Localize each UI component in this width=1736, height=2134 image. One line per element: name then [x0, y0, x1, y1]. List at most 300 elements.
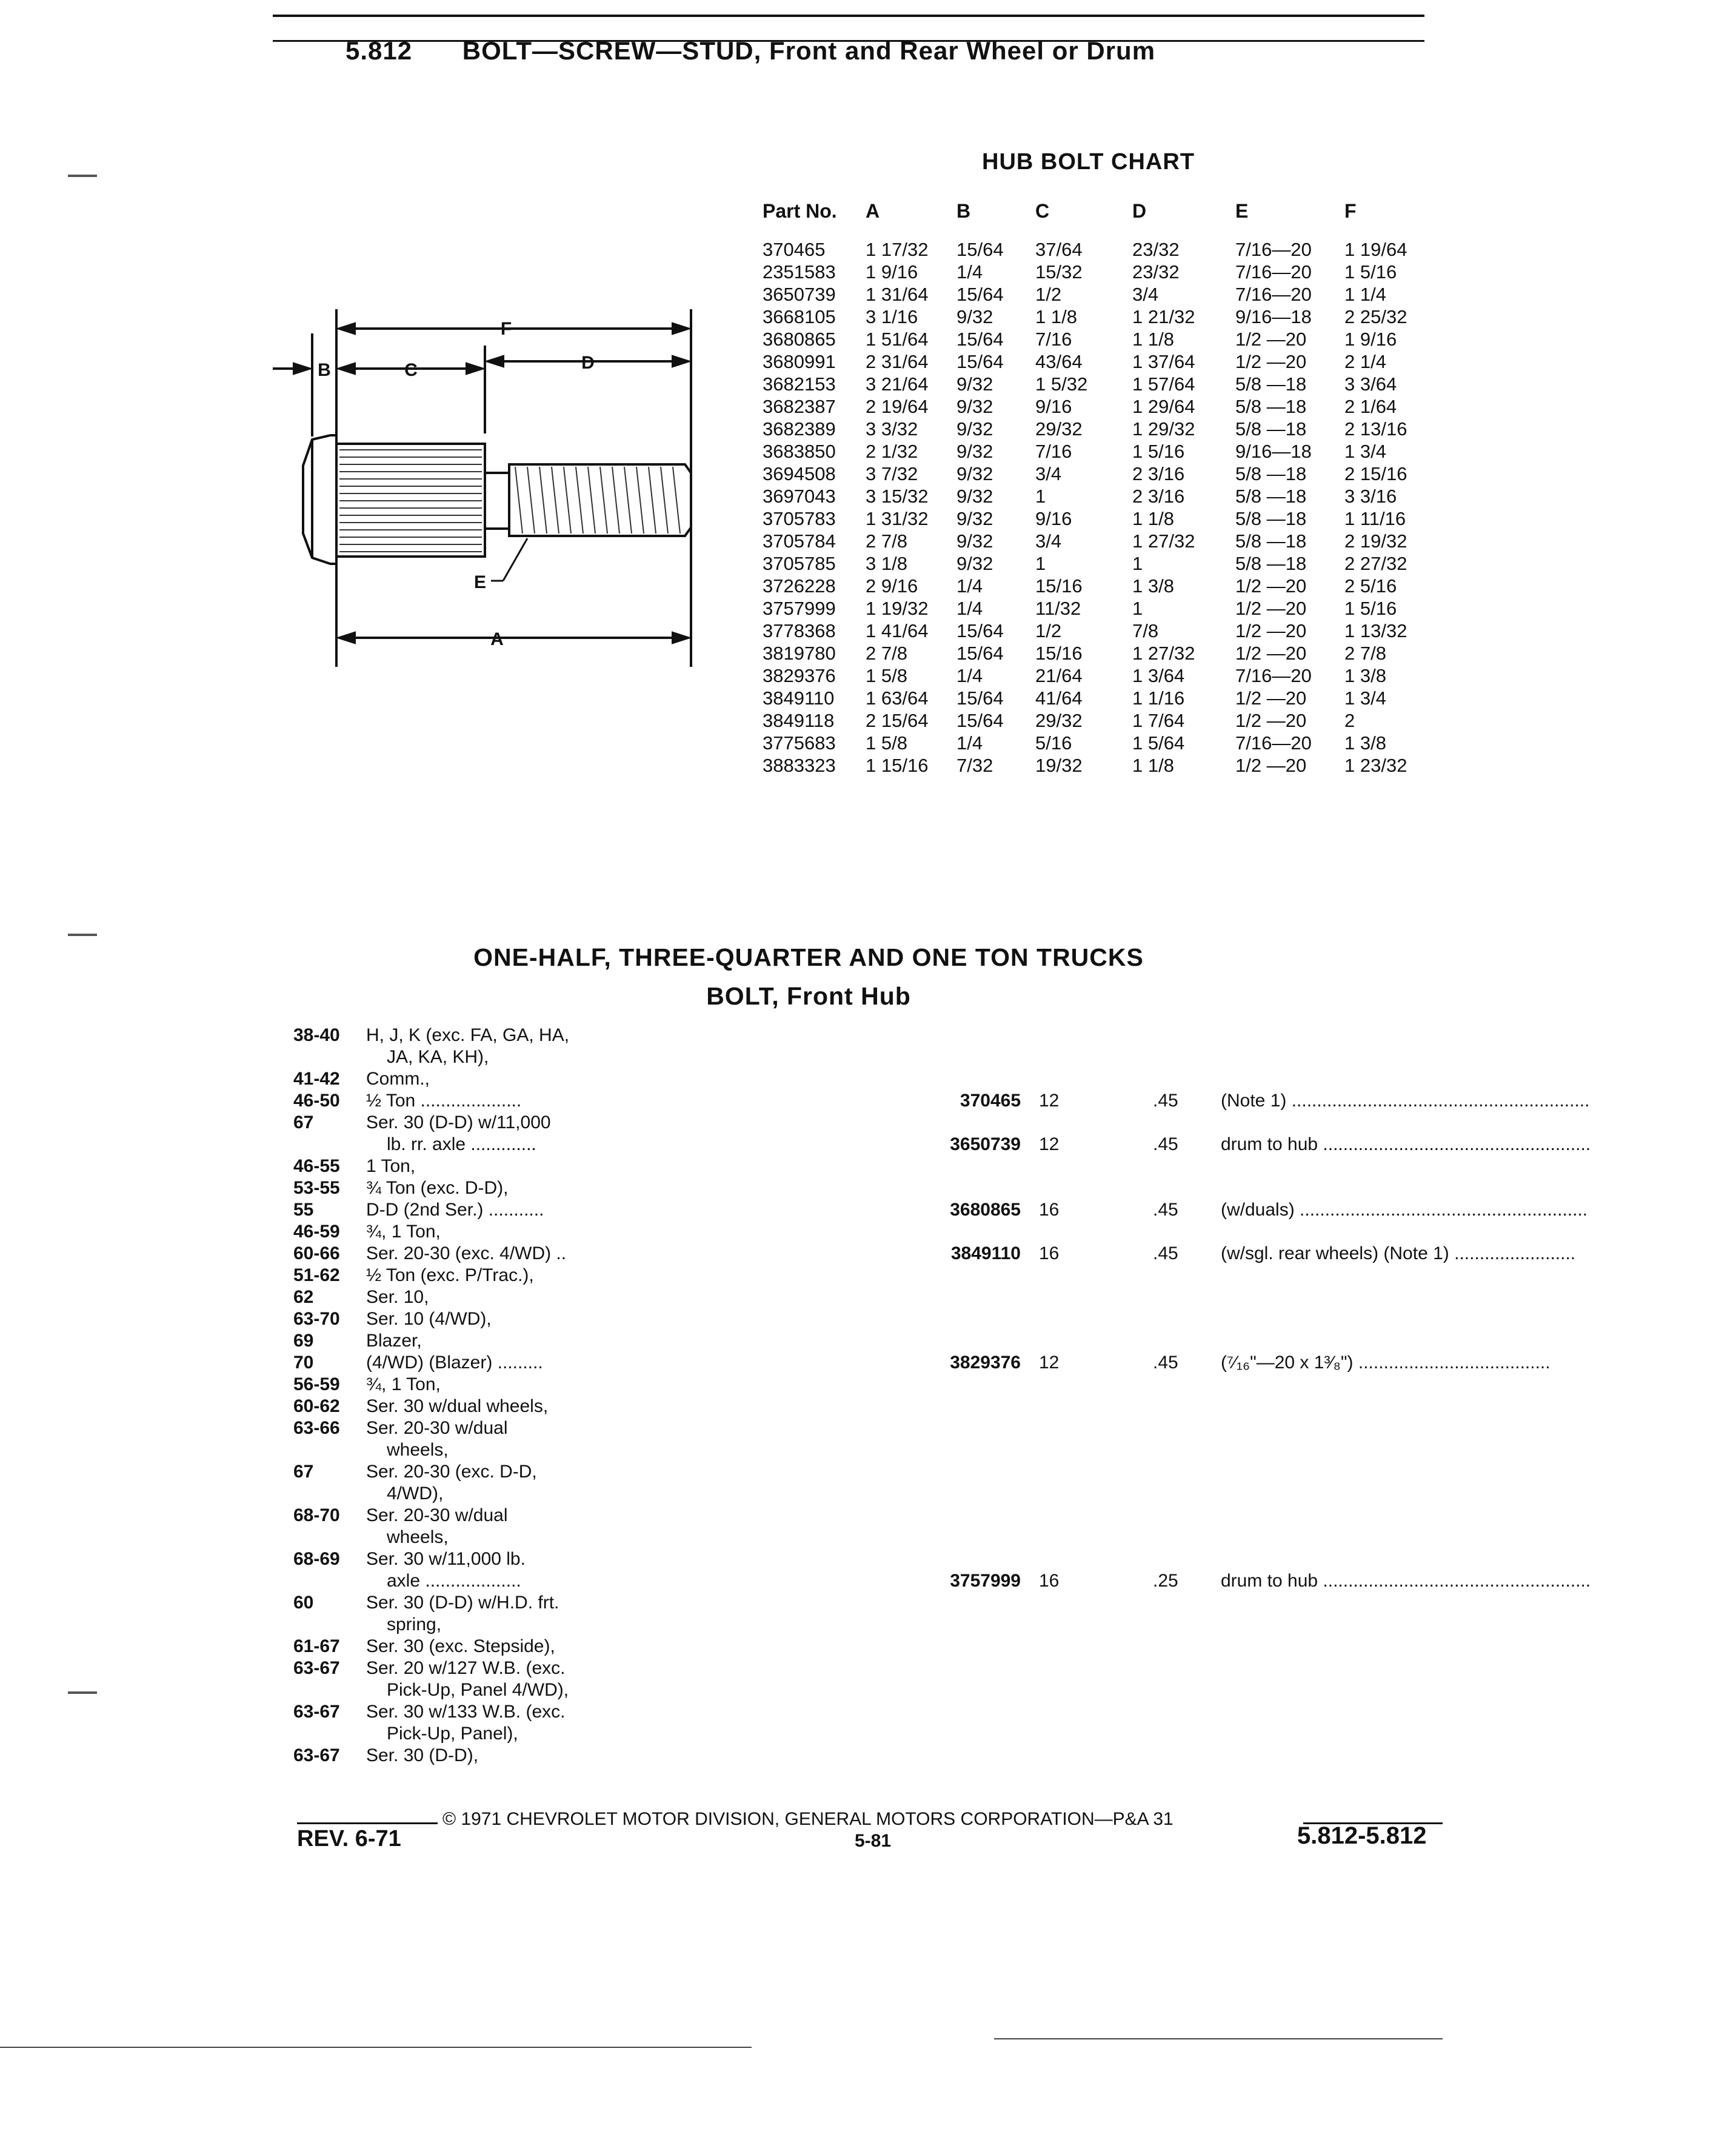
part-note: (Note 1) ........................................................... [1221, 1091, 1590, 1111]
table-cell: 1 17/32 [866, 239, 929, 260]
table-cell: 1 23/32 [1344, 755, 1407, 776]
column-header: Part No. [763, 200, 837, 222]
table-cell: 9/16—18 [1235, 306, 1312, 327]
table-cell: 1 5/64 [1132, 732, 1185, 754]
table-cell: 1 27/32 [1132, 530, 1195, 552]
table-cell: 7/16—20 [1235, 665, 1312, 686]
table-cell: 9/16 [1035, 396, 1072, 417]
application-description: Ser. 30 w/dual wheels, [366, 1396, 549, 1416]
application-description: lb. rr. axle ............. [387, 1134, 536, 1154]
table-cell: 3683850 [763, 441, 836, 462]
list-item [293, 1657, 1445, 1679]
list-item [293, 1374, 1445, 1396]
quantity: 12 [1039, 1353, 1060, 1373]
table-cell: 3680865 [763, 329, 836, 350]
table-row [763, 238, 1441, 261]
table-cell: 1 3/8 [1344, 732, 1386, 754]
table-cell: 3819780 [763, 643, 836, 664]
bottom-rule-left [0, 2047, 752, 2048]
model-years: 63-67 [293, 1745, 340, 1765]
table-cell: 3682153 [763, 373, 836, 395]
table-cell: 1/4 [956, 732, 983, 754]
model-years: 46-55 [293, 1156, 340, 1176]
table-cell: 7/16—20 [1235, 732, 1312, 754]
table-cell: 41/64 [1035, 687, 1083, 709]
table-cell: 3775683 [763, 732, 836, 754]
table-row [763, 418, 1441, 440]
table-cell: 1 3/4 [1344, 687, 1386, 709]
table-cell: 1 1/4 [1344, 284, 1386, 305]
table-cell: 3705783 [763, 508, 836, 529]
quantity: 16 [1039, 1243, 1060, 1263]
table-cell: 2 15/64 [866, 710, 929, 731]
price: .45 [1153, 1243, 1178, 1263]
table-cell: 1/4 [956, 575, 983, 597]
list-item [293, 1286, 1445, 1308]
table-cell: 1 63/64 [866, 687, 929, 709]
table-cell: 1/2 —20 [1235, 575, 1307, 597]
table-row [763, 620, 1441, 642]
application-description: Pick-Up, Panel), [387, 1724, 518, 1744]
table-cell: 5/8 —18 [1235, 553, 1307, 574]
list-item [293, 1483, 1445, 1505]
section-number: 5.812 [346, 36, 413, 65]
application-description: Ser. 30 w/11,000 lb. [366, 1549, 526, 1569]
table-cell: 15/16 [1035, 643, 1083, 664]
application-description: JA, KA, KH), [387, 1047, 489, 1067]
table-cell: 1/2 —20 [1235, 329, 1307, 350]
table-row [763, 687, 1441, 709]
table-row [763, 642, 1441, 664]
table-cell: 3829376 [763, 665, 836, 686]
table-row [763, 575, 1441, 597]
table-cell: 1/2 —20 [1235, 687, 1307, 709]
table-cell: 1 31/32 [866, 508, 929, 529]
table-cell: 9/32 [956, 530, 993, 552]
application-description: Comm., [366, 1069, 430, 1089]
table-cell: 5/8 —18 [1235, 418, 1307, 440]
table-cell: 1/2 —20 [1235, 710, 1307, 731]
table-cell: 1 3/64 [1132, 665, 1185, 686]
section-range: 5.812-5.812 [1297, 1822, 1427, 1849]
table-cell: 9/32 [956, 463, 993, 484]
column-header: C [1035, 200, 1050, 222]
table-cell: 7/16 [1035, 441, 1072, 462]
table-cell: 1 5/8 [866, 732, 907, 754]
model-years: 46-59 [293, 1222, 340, 1242]
table-cell: 3/4 [1132, 284, 1159, 305]
table-cell: 15/64 [956, 620, 1004, 641]
table-cell: 1 1/8 [1035, 306, 1077, 327]
list-item [293, 1548, 1445, 1570]
list-item [293, 1679, 1445, 1701]
table-cell: 1 9/16 [1344, 329, 1397, 350]
list-item [293, 1745, 1445, 1767]
price: .25 [1153, 1571, 1178, 1591]
table-cell: 3849118 [763, 710, 835, 731]
list-item [293, 1636, 1445, 1657]
table-cell: 1/2 [1035, 620, 1062, 641]
table-cell: 1 13/32 [1344, 620, 1407, 641]
part-number: 3757999 [950, 1571, 1021, 1591]
table-cell: 1 3/4 [1344, 441, 1386, 462]
application-description: Ser. 20-30 w/dual [366, 1505, 508, 1525]
application-description: Ser. 20-30 (exc. 4/WD) .. [366, 1243, 567, 1263]
part-number: 3849110 [950, 1243, 1021, 1263]
table-cell: 3 3/64 [1344, 373, 1397, 395]
column-header: B [956, 200, 971, 222]
table-cell: 19/32 [1035, 755, 1083, 776]
model-years: 60 [293, 1593, 314, 1613]
table-cell: 3/4 [1035, 463, 1062, 484]
table-cell: 5/8 —18 [1235, 486, 1307, 507]
application-description: ¾, 1 Ton, [366, 1374, 441, 1394]
table-cell: 1 [1132, 553, 1143, 574]
table-cell: 2 15/16 [1344, 463, 1407, 484]
bottom-rule-right [994, 2038, 1443, 2039]
table-cell: 1/2 —20 [1235, 598, 1307, 619]
table-row [763, 485, 1441, 507]
model-years: 63-66 [293, 1418, 340, 1438]
table-cell: 21/64 [1035, 665, 1083, 686]
table-row [763, 732, 1441, 754]
table-row [763, 552, 1441, 575]
table-cell: 1 7/64 [1132, 710, 1185, 731]
table-cell: 1 5/16 [1132, 441, 1185, 462]
revision: REV. 6-71 [297, 1826, 401, 1851]
list-item [293, 1570, 1591, 1592]
table-cell: 5/8 —18 [1235, 396, 1307, 417]
dimension-label-b: B [318, 360, 331, 380]
dimension-label-d: D [581, 353, 595, 373]
table-cell: 37/64 [1035, 239, 1083, 260]
application-description: Blazer, [366, 1331, 422, 1351]
table-cell: 9/32 [956, 553, 993, 574]
page-title [346, 36, 1155, 65]
table-row [763, 709, 1441, 732]
application-description: Ser. 10 (4/WD), [366, 1309, 492, 1329]
table-cell: 1/2 —20 [1235, 643, 1307, 664]
table-cell: 1 [1035, 553, 1046, 574]
part-note: (w/duals) ......................................................... [1221, 1200, 1588, 1220]
table-row [763, 261, 1441, 283]
table-cell: 29/32 [1035, 710, 1083, 731]
application-description: D-D (2nd Ser.) ........... [366, 1200, 544, 1220]
quantity: 16 [1039, 1200, 1060, 1220]
part-note: drum to hub ..................................................... [1221, 1134, 1591, 1154]
table-cell: 3849110 [763, 687, 835, 709]
table-cell: 1 57/64 [1132, 373, 1195, 395]
table-cell: 15/16 [1035, 575, 1083, 597]
table-cell: 2351583 [763, 261, 836, 283]
section-heading: ONE-HALF, THREE-QUARTER AND ONE TON TRUCKS [473, 943, 1144, 971]
application-description: Pick-Up, Panel 4/WD), [387, 1680, 569, 1700]
column-header: E [1235, 200, 1249, 222]
table-row [763, 440, 1441, 463]
table-cell: 9/16—18 [1235, 441, 1312, 462]
table-cell: 15/64 [956, 329, 1004, 350]
model-years: 69 [293, 1331, 314, 1351]
application-description: Ser. 30 (exc. Stepside), [366, 1636, 555, 1656]
table-cell: 2 1/4 [1344, 351, 1386, 372]
table-cell: 1 29/64 [1132, 396, 1195, 417]
part-number: 3650739 [950, 1134, 1021, 1154]
table-cell: 1 19/32 [866, 598, 929, 619]
model-years: 51-62 [293, 1265, 340, 1285]
table-row [763, 507, 1441, 530]
application-description: Ser. 10, [366, 1287, 429, 1307]
table-cell: 7/16 [1035, 329, 1072, 350]
list-item [293, 1068, 1445, 1090]
table-row [763, 283, 1441, 306]
table-cell: 3705784 [763, 530, 836, 552]
price: .45 [1153, 1134, 1178, 1154]
application-description: Ser. 30 (D-D) w/11,000 [366, 1112, 551, 1132]
application-description: Ser. 30 (D-D), [366, 1745, 479, 1765]
part-number: 3680865 [950, 1200, 1021, 1220]
list-item [293, 1177, 1445, 1199]
model-years: 67 [293, 1112, 314, 1132]
table-cell: 9/32 [956, 508, 993, 529]
table-cell: 1 1/8 [1132, 329, 1174, 350]
application-description: H, J, K (exc. FA, GA, HA, [366, 1025, 570, 1045]
model-years: 41-42 [293, 1069, 340, 1089]
price: .45 [1153, 1200, 1178, 1220]
margin-mark [68, 1691, 97, 1694]
list-item [293, 1243, 1576, 1265]
model-years: 63-70 [293, 1309, 340, 1329]
table-cell: 2 3/16 [1132, 463, 1185, 484]
table-cell: 43/64 [1035, 351, 1083, 372]
table-cell: 3 7/32 [866, 463, 918, 484]
table-cell: 7/32 [956, 755, 993, 776]
table-cell: 1/2 [1035, 284, 1062, 305]
table-cell: 3697043 [763, 486, 836, 507]
table-cell: 2 13/16 [1344, 418, 1407, 440]
table-cell: 1 3/8 [1132, 575, 1174, 597]
application-description: ¾, 1 Ton, [366, 1222, 441, 1242]
table-row [763, 328, 1441, 350]
table-cell: 3 3/16 [1344, 486, 1397, 507]
table-cell: 1 5/32 [1035, 373, 1088, 395]
list-item [293, 1156, 1445, 1177]
table-cell: 9/32 [956, 373, 993, 395]
chart-title: HUB BOLT CHART [982, 149, 1195, 175]
quantity: 16 [1039, 1571, 1060, 1591]
table-cell: 1 27/32 [1132, 643, 1195, 664]
quantity: 12 [1039, 1134, 1060, 1154]
table-cell: 29/32 [1035, 418, 1083, 440]
application-description: ½ Ton (exc. P/Trac.), [366, 1265, 534, 1285]
application-description: 1 Ton, [366, 1156, 416, 1176]
table-cell: 1 9/16 [866, 261, 918, 283]
price: .45 [1153, 1353, 1178, 1373]
table-cell: 1/4 [956, 261, 983, 283]
table-cell: 1/2 —20 [1235, 351, 1307, 372]
table-cell: 11/32 [1035, 598, 1081, 619]
table-cell: 1/4 [956, 665, 983, 686]
table-cell: 1 19/64 [1344, 239, 1407, 260]
list-item [293, 1461, 1445, 1483]
model-years: 56-59 [293, 1374, 340, 1394]
table-cell: 2 1/32 [866, 441, 918, 462]
table-cell: 1 31/64 [866, 284, 929, 305]
copyright: © 1971 CHEVROLET MOTOR DIVISION, GENERAL MOTORS CORPORATION—P&A 31 [442, 1809, 1173, 1829]
table-cell: 3650739 [763, 284, 836, 305]
price: .45 [1153, 1091, 1178, 1111]
table-cell: 3726228 [763, 575, 836, 597]
column-header: F [1344, 200, 1357, 222]
table-cell: 1 41/64 [866, 620, 929, 641]
table-cell: 3883323 [763, 755, 836, 776]
table-cell: 2 25/32 [1344, 306, 1407, 327]
part-number: 3829376 [950, 1353, 1021, 1373]
table-cell: 3705785 [763, 553, 836, 574]
table-cell: 3682389 [763, 418, 836, 440]
section-title: BOLT—SCREW—STUD, Front and Rear Wheel or Drum [462, 36, 1156, 65]
table-cell: 1/2 —20 [1235, 620, 1307, 641]
part-number: 370465 [960, 1091, 1021, 1111]
model-years: 70 [293, 1353, 314, 1373]
table-cell: 7/16—20 [1235, 261, 1312, 283]
application-description: wheels, [387, 1440, 449, 1460]
top-rule [273, 15, 1424, 17]
table-cell: 2 19/32 [1344, 530, 1407, 552]
dimension-label-e: E [473, 572, 487, 592]
table-cell: 1 11/16 [1344, 508, 1406, 529]
table-cell: 5/8 —18 [1235, 373, 1307, 395]
table-cell: 1 1/8 [1132, 508, 1174, 529]
list-item [293, 1025, 1445, 1046]
footer-rule-left [297, 1822, 438, 1824]
table-row [763, 306, 1441, 328]
table-row [763, 597, 1441, 620]
model-years: 53-55 [293, 1178, 340, 1198]
table-cell: 15/64 [956, 351, 1004, 372]
table-cell: 1 37/64 [1132, 351, 1195, 372]
table-cell: 3778368 [763, 620, 836, 641]
table-cell: 23/32 [1132, 239, 1180, 260]
table-cell: 15/64 [956, 643, 1004, 664]
table-cell: 3 1/8 [866, 553, 907, 574]
dimension-label-c: C [404, 360, 418, 380]
table-cell: 15/64 [956, 284, 1004, 305]
list-item [293, 1701, 1445, 1723]
model-years: 62 [293, 1287, 314, 1307]
table-cell: 2 7/8 [1344, 643, 1386, 664]
table-cell: 1/4 [956, 598, 983, 619]
table-cell: 3694508 [763, 463, 836, 484]
table-cell: 1 1/16 [1132, 687, 1185, 709]
application-description: Ser. 30 (D-D) w/H.D. frt. [366, 1593, 559, 1613]
table-cell: 3 3/32 [866, 418, 918, 440]
table-cell: 9/32 [956, 441, 993, 462]
table-cell: 3682387 [763, 396, 836, 417]
model-years: 60-62 [293, 1396, 340, 1416]
table-row [763, 395, 1441, 418]
table-cell: 5/8 —18 [1235, 530, 1307, 552]
table-cell: 1 51/64 [866, 329, 929, 350]
table-cell: 3/4 [1035, 530, 1062, 552]
table-cell: 2 3/16 [1132, 486, 1185, 507]
table-cell: 15/64 [956, 687, 1004, 709]
table-cell: 9/16 [1035, 508, 1072, 529]
table-cell: 5/16 [1035, 732, 1072, 754]
model-years: 61-67 [293, 1636, 340, 1656]
model-years: 68-70 [293, 1505, 340, 1525]
dimension-label-a: A [490, 629, 504, 649]
application-description: ¾ Ton (exc. D-D), [366, 1178, 509, 1198]
table-row [763, 350, 1441, 373]
table-cell: 1 21/32 [1132, 306, 1195, 327]
part-note: (⁷⁄₁₆"—20 x 1³⁄₈") ...................................... [1221, 1353, 1551, 1373]
table-cell: 15/32 [1035, 261, 1083, 283]
table-cell: 1 [1035, 486, 1046, 507]
table-cell: 1/2 —20 [1235, 755, 1307, 776]
table-cell: 1 5/8 [866, 665, 907, 686]
table-cell: 1 [1132, 598, 1143, 619]
table-cell: 15/64 [956, 239, 1004, 260]
list-item [293, 1417, 1445, 1439]
table-cell: 3757999 [763, 598, 836, 619]
table-cell: 7/8 [1132, 620, 1159, 641]
table-cell: 3680991 [763, 351, 836, 372]
hub-bolt-table [763, 200, 1441, 777]
model-years: 46-50 [293, 1091, 340, 1111]
table-cell: 2 9/16 [866, 575, 918, 597]
table-row [763, 530, 1441, 552]
table-cell: 2 5/16 [1344, 575, 1397, 597]
table-cell: 1 1/8 [1132, 755, 1174, 776]
model-years: 63-67 [293, 1702, 340, 1722]
application-description: axle ................... [387, 1571, 521, 1591]
application-description: wheels, [387, 1527, 449, 1547]
list-item [293, 1505, 1445, 1527]
model-years: 68-69 [293, 1549, 340, 1569]
column-header: D [1132, 200, 1147, 222]
table-cell: 3 1/16 [866, 306, 918, 327]
table-cell: 9/32 [956, 418, 993, 440]
application-description: (4/WD) (Blazer) ......... [366, 1353, 543, 1373]
list-item [293, 1134, 1591, 1156]
table-cell: 2 1/64 [1344, 396, 1397, 417]
table-body [763, 238, 1441, 777]
model-years: 63-67 [293, 1658, 340, 1678]
part-note: drum to hub ..................................................... [1221, 1571, 1591, 1591]
table-cell: 7/16—20 [1235, 284, 1312, 305]
table-cell: 3 21/64 [866, 373, 929, 395]
application-description: spring, [387, 1614, 442, 1634]
table-row [763, 373, 1441, 395]
table-cell: 370465 [763, 239, 826, 260]
table-cell: 2 7/8 [866, 530, 907, 552]
table-cell: 2 [1344, 710, 1355, 731]
application-description: ½ Ton .................... [366, 1091, 522, 1111]
list-item [293, 1592, 1445, 1614]
part-note: (w/sgl. rear wheels) (Note 1) ........................ [1221, 1243, 1576, 1263]
table-cell: 7/16—20 [1235, 239, 1312, 260]
table-row [763, 463, 1441, 485]
list-item [293, 1723, 1445, 1745]
application-description: Ser. 20 w/127 W.B. (exc. [366, 1658, 566, 1678]
table-cell: 1 29/32 [1132, 418, 1195, 440]
table-row [763, 754, 1441, 777]
table-cell: 1 5/16 [1344, 261, 1397, 283]
list-item [293, 1352, 1551, 1374]
parts-list [293, 1025, 1591, 1767]
table-cell: 9/32 [956, 306, 993, 327]
model-years: 67 [293, 1462, 314, 1482]
